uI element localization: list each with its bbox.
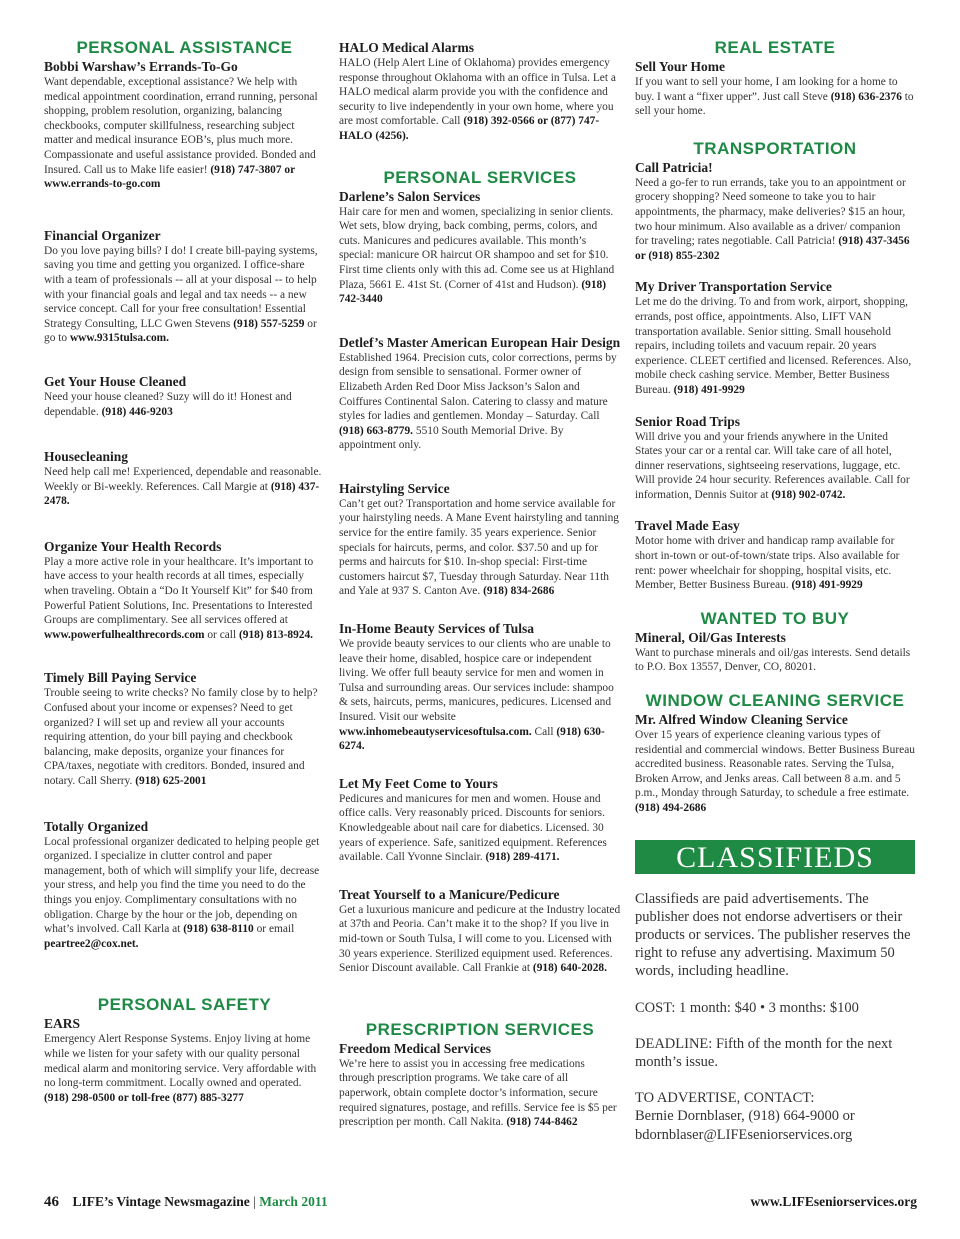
column-right [635, 38, 915, 1144]
ad-title: Call Patricia! [635, 159, 713, 175]
ad-travel-made-easy [635, 518, 915, 592]
classifieds-banner: CLASSIFIEDS [635, 840, 915, 874]
ad-title: Financial Organizer [44, 227, 161, 243]
section-heading-wanted-to-buy: WANTED TO BUY [700, 608, 850, 628]
ad-text: Do you love paying bills? I do! I create bill-paying systems, saving you time and getting you organized. I office-share with a team of professionals -- all at your disposal -- to help with your financial goals and legal and tax needs -- a new service concept. Call for your free consultation! Essential Strategy Consulting, LLC Gwen Stevens [44, 244, 318, 330]
ad-text: Trouble seeing to write checks? No family close by to help? Confused about your income or expenses? Need to get organized? I will set up and review all your accounts requiring attention, do your bill paying and checkbook balancing, make deposits, organize your finances for CPA/taxes, negotiate with creditors. Bonded, insured and notary. Call Sherry. [44, 687, 318, 787]
ad-text: Play a more active role in your healthcare. It’s important to have access to your health records at all times, especially when traveling. Obtain a “Do It Yourself Kit” for $40 from Powerful Patient Solutions, Inc. Presentations to Interested Groups are complimentary. See all services offered at [44, 555, 314, 627]
ad-title: Treat Yourself to a Manicure/Pedicure [339, 886, 560, 902]
ad-email[interactable]: peartree2@cox.net. [44, 937, 139, 950]
section-heading-personal-safety: PERSONAL SAFETY [97, 995, 272, 1015]
ad-title: Hairstyling Service [339, 480, 450, 496]
ad-contact[interactable]: (918) 491-9929 [673, 383, 745, 396]
ad-contact[interactable]: (918) 491-9929 [791, 579, 863, 592]
ad-text: Need your house cleaned? Suzy will do it! Honest and dependable. [44, 390, 292, 418]
section-heading-window-cleaning: WINDOW CLEANING SERVICE [645, 691, 905, 711]
ad-contact[interactable]: (918) 747-3807 or www.errands-to-go.com [44, 163, 295, 191]
ad-body [44, 555, 325, 643]
ad-title: Mineral, Oil/Gas Interests [635, 629, 786, 645]
ad-contact[interactable]: (918) 494-2686 [635, 802, 707, 814]
ad-body [44, 75, 325, 192]
ad-contact[interactable]: (918) 640-2028. [532, 962, 607, 975]
ad-body [635, 534, 915, 592]
ad-title: Bobbi Warshaw’s Errands-To-Go [44, 59, 238, 74]
footer-separator: | [253, 1194, 256, 1209]
classifieds-intro: Classifieds are paid advertisements. The publisher does not endorse advertisers or their products or services. The publisher reserves the right to refuse any advertising. Maximum 50 words, including headline. [635, 890, 911, 980]
ad-body [44, 465, 325, 509]
ad-contact[interactable]: (918) 638-8110 [183, 923, 254, 936]
ad-contact[interactable]: (918) 742-3440 [339, 278, 607, 306]
ad-text: Can’t get out? Transportation and home service available for your hairstyling needs. A Mane Event hairstyling and tanning service for the entire family. 35 years experience. Senior specials for haircuts, perms, and color. $37.50 and up for perms and haircuts for $10. In-shop special: First-time customers haircut $7, Tuesday through Saturday. Near 11th and Yale at 937 S. Canton Ave. [339, 497, 619, 598]
ad-text-tail: Call [531, 725, 557, 738]
ad-text-tail: or call [204, 628, 239, 641]
ad-body [339, 56, 621, 144]
ad-contact[interactable]: (918) 630-6274. [339, 725, 605, 753]
ad-title: Organize Your Health Records [44, 538, 222, 554]
classifieds-email[interactable]: bdornblaser@LIFEseniorservices.org [635, 1126, 853, 1143]
ad-detlefs-hair-design [339, 335, 621, 453]
ad-text-tail: or go to [44, 317, 317, 345]
ad-contact[interactable]: (918) 625-2001 [135, 775, 207, 787]
ad-body: Want to purchase minerals and oil/gas interests. Send details to P.O. Box 13557, Denver, CO, 80201. [635, 646, 911, 674]
ad-text: Get a luxurious manicure and pedicure at the Industry located at 37th and Peoria. Can’t make it to the shop? If you live in mid-town or South Tulsa, I will come to you. Licensed with 30 years experience. Sterilized equipment used. References. Senior Discount available. Call Frankie at [339, 903, 621, 975]
ad-darlenes-salon [339, 189, 621, 307]
ad-title: HALO Medical Alarms [339, 40, 474, 55]
ad-text: Established 1964. Precision cuts, color corrections, perms by design from sensible to sensational. Former owner of Elizabeth Arden Red Door Miss Jackson’s Salon and Coiffures Continental Salon. Catering to classy and mature styles for ladies and gentlemen. Monday – Saturday. Call [339, 351, 617, 423]
section-heading-real-estate: REAL ESTATE [714, 38, 836, 57]
ad-body [339, 351, 621, 453]
section-heading-transportation: TRANSPORTATION [693, 138, 857, 158]
ad-title: Detlef’s Master American European Hair Design [339, 334, 621, 350]
ad-contact[interactable]: (918) 663-8779. [339, 424, 414, 437]
page-footer [44, 1194, 917, 1214]
ad-house-cleaned [44, 374, 325, 419]
ad-text-tail: 5510 South Memorial Drive. By appointment only. [339, 424, 564, 452]
ad-text: Want dependable, exceptional assistance? We help with medical appointment coordination, errand running, personal shopping, problem resolution, organizing, balancing checkbooks, computer skillfulness, researching subject matter and medical insurance EOB’s, plus much more. Compassionate and useful assistance provided. Bonded and Insured. Call us to Make life easier! [44, 76, 318, 176]
ad-body [635, 176, 915, 264]
ad-contact[interactable]: (918) 902-0742. [771, 488, 846, 501]
ad-ears [44, 1016, 325, 1105]
ad-body [339, 1057, 621, 1130]
ad-body [44, 244, 325, 346]
ad-body [44, 686, 325, 788]
ad-body [635, 75, 915, 119]
ad-contact[interactable]: (918) 744-8462 [506, 1116, 578, 1129]
ad-title: My Driver Transportation Service [635, 279, 832, 295]
issue-date: March 2011 [259, 1194, 328, 1209]
ad-health-records [44, 539, 325, 643]
ad-body [339, 792, 621, 865]
ad-freedom-medical [339, 1041, 621, 1130]
ad-title: Timely Bill Paying Service [44, 670, 197, 686]
ad-contact[interactable]: (918) 557-5259 [233, 317, 305, 330]
ad-let-my-feet [339, 776, 621, 865]
ad-body [635, 430, 915, 503]
ad-call-patricia [635, 160, 915, 264]
ad-text: Hair care for men and women, specializing in senior clients. Wet sets, blow drying, back combing, perms, colors, and cuts. Manicures and pedicures available. This month’s special: manicure OR haircut OR shampoo and set for $10. First time clients only with this ad. Come see us at Highland Plaza, 5661 E. 41st St. (Corner of 41st and Hudson). [339, 205, 615, 291]
classifieds-cost: COST: 1 month: $40 • 3 months: $100 [635, 999, 859, 1016]
ad-text: Emergency Alert Response Systems. Enjoy living at home while we listen for your safety with our quality personal medical alarm and monitoring service. Very affordable with no long-term commitment. Locally owned and operated. [44, 1033, 317, 1090]
ad-text: Motor home with driver and handicap ramp available for short in-town or out-of-town/state trips. Also available for rent: power wheelchair for shopping, hospital visits, etc. Member, Better Business Bureau. [635, 535, 900, 592]
section-heading-prescription-services: PRESCRIPTION SERVICES [365, 1019, 595, 1039]
ad-contact[interactable]: (918) 392-0566 or (877) 747-HALO (4256). [339, 115, 600, 142]
ad-body [44, 1032, 325, 1105]
ad-contact[interactable]: (918) 437-3456 or (918) 855-2302 [635, 235, 910, 262]
ad-text: If you want to sell your home, I am looking for a home to buy. I want a “fixer upper”. Just call Steve [635, 76, 898, 103]
ad-title: Travel Made Easy [635, 518, 740, 534]
ad-body [635, 728, 915, 816]
section-heading-personal-assistance: PERSONAL ASSISTANCE [76, 38, 293, 57]
ad-text: Let me do the driving. To and from work, airport, shopping, errands, post office, appointments. Also, LIFT VAN transportation available. Senior sitting. Small household repairs, including toilets and vacuum repair. 20 years experience. CLEET certified and licensed. References. Also, mobile check cashing service. Member, Better Business Bureau. [635, 296, 912, 396]
ad-contact[interactable]: (918) 813-8924. [239, 628, 314, 641]
ad-sell-your-home [635, 59, 915, 119]
ad-body [339, 903, 621, 976]
ad-body [339, 637, 621, 754]
footer-website-link[interactable]: www.LIFEseniorservices.org [750, 1194, 917, 1209]
ad-contact[interactable]: (918) 834-2686 [483, 585, 555, 598]
ad-hairstyling-service [339, 481, 621, 599]
ad-text: We’re here to assist you in accessing free medications through prescription programs. We take care of all paperwork, obtain complete doctor’s information, secure required signatures, postage, and refills. Service fee is $5 per prescription per month. Call Nakita. [339, 1057, 617, 1129]
ad-totally-organized [44, 819, 325, 952]
classifieds-contact-line: Bernie Dornblaser, (918) 664-9000 or [635, 1108, 855, 1125]
ad-title: Sell Your Home [635, 59, 725, 74]
ad-website[interactable]: www.9315tulsa.com. [69, 332, 169, 345]
ad-contact[interactable]: (918) 289-4171. [485, 851, 560, 864]
classifieds-deadline: DEADLINE: Fifth of the month for the next month’s issue. [635, 1035, 893, 1071]
ad-website[interactable]: www.inhomebeautyservicesoftulsa.com. [339, 725, 532, 738]
ad-contact[interactable]: (918) 446-9203 [101, 405, 173, 418]
column-middle [339, 38, 621, 1130]
ad-title: EARS [44, 1016, 81, 1032]
ad-website[interactable]: www.powerfulhealthrecords.com [44, 628, 205, 641]
magazine-name: LIFE’s Vintage Newsmagazine [72, 1194, 250, 1209]
ad-title: Darlene’s Salon Services [339, 188, 481, 204]
ad-body [44, 835, 325, 952]
ad-senior-road-trips [635, 414, 915, 503]
ad-mr-alfred-window [635, 712, 915, 816]
ad-financial-organizer [44, 228, 325, 346]
ad-in-home-beauty [339, 621, 621, 754]
ad-body [339, 205, 621, 307]
ad-text: Need help call me! Experienced, dependable and reasonable. Weekly or Bi-weekly. References. Call Margie at [44, 466, 322, 493]
ad-title: Housecleaning [44, 449, 129, 465]
ad-text: HALO (Help Alert Line of Oklahoma) provides emergency response throughout Oklahoma with an office in Tulsa. Let a HALO medical alarm provide you with the confidence and security to live independently in your own home, where you are most comfortable. Call [339, 57, 616, 128]
ad-title: Get Your House Cleaned [44, 373, 187, 389]
ad-errands-to-go [44, 59, 325, 192]
ad-contact[interactable]: (918) 636-2376 [830, 90, 902, 103]
ad-text: Local professional organizer dedicated to helping people get organized. I specialize in clutter control and paper management, both of which will simplify your life, decrease your stress, and help you find the time you need to do the things you enjoy. Complimentary consultations with no obligation. Charge by the hour or the job, depending on what’s involved. Call Karla at [44, 835, 320, 936]
ad-text: Pedicures and manicures for men and women. House and office calls. Very reasonably priced. Discounts for seniors. Knowledgeable about nail care for diabetics. Licensed. 30 years of experience. Safe, sanitized equipment. References available. Call Yvonne Sinclair. [339, 792, 607, 864]
ad-title: Senior Road Trips [635, 413, 741, 429]
ad-text: Need a go-fer to run errands, take you to an appointment or grocery shopping? Need someone to take you to hair appointments, the pharmacy, make deliveries? $15 an hour, two hour minimum. Also available as a driver/ companion for traveling; rates negotiable. Call Patricia! [635, 176, 906, 248]
ad-mineral-oil-gas [635, 630, 915, 675]
classifieds-advertise-label: TO ADVERTISE, CONTACT: [635, 1090, 815, 1107]
ad-my-driver [635, 279, 915, 397]
column-left [44, 38, 325, 1105]
ad-body [339, 497, 621, 599]
ad-text: We provide beauty services to our clients who are unable to leave their home, disabled, hospice care or independent living. We offer full beauty service for men and women in Tulsa and surrounding areas. Our services include: shampoo & sets, haircuts, perms, manicures, pedicures. Licensed and Insured. Visit our website [339, 638, 614, 723]
ad-title: Freedom Medical Services [339, 1040, 491, 1056]
ad-contact[interactable]: (918) 298-0500 or toll-free (877) 885-3277 [44, 1091, 244, 1104]
ad-text-tail: or email [253, 923, 295, 936]
ad-body [44, 390, 325, 419]
ad-text: Over 15 years of experience cleaning various types of residential and commercial windows. Better Business Bureau accredited business. Reasonable rates. Serving the Tulsa, Broken Arrow, and Jenks areas. Call between 8 a.m. and 5 p.m., Monday through Saturday, to schedule a free estimate. [635, 729, 915, 800]
ad-timely-bill-paying [44, 670, 325, 788]
section-heading-personal-services: PERSONAL SERVICES [383, 167, 577, 187]
ad-title: In-Home Beauty Services of Tulsa [339, 621, 535, 637]
ad-title: Mr. Alfred Window Cleaning Service [635, 712, 848, 728]
ad-halo [339, 40, 621, 144]
ad-title: Totally Organized [44, 818, 149, 834]
ad-body [635, 295, 915, 397]
page-number: 46 [44, 1194, 59, 1210]
ad-title: Let My Feet Come to Yours [339, 775, 498, 791]
ad-manicure-pedicure [339, 887, 621, 976]
ad-text: Will drive you and your friends anywhere in the United States your car or a rental car. Will take care of all hotel, dinner reservations, sightseeing reservations, luggage, etc. Will provide 24 hour security. References available. Call for information, Dennis Suitor at [635, 430, 910, 501]
ad-text-tail: to sell your home. [635, 90, 914, 118]
ad-contact[interactable]: (918) 437-2478. [44, 480, 320, 508]
ad-housecleaning [44, 449, 325, 509]
